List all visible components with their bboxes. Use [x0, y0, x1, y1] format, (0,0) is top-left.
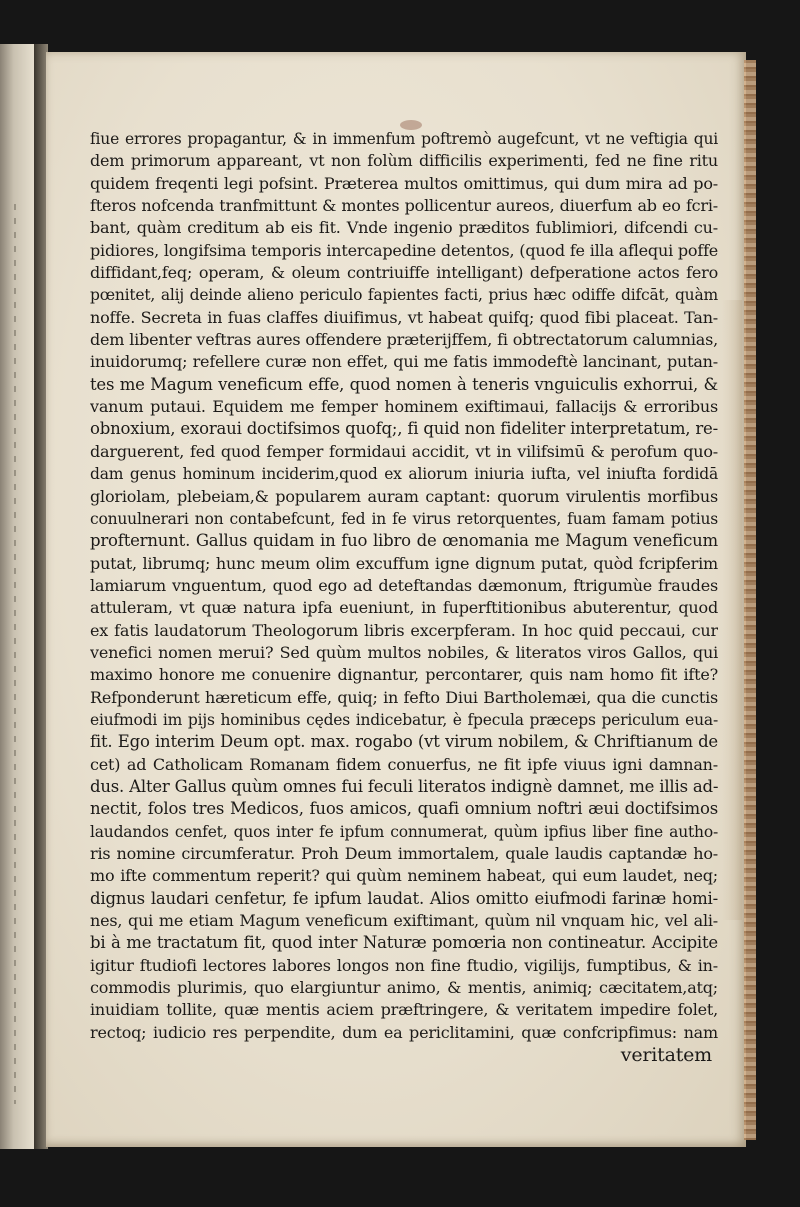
- facing-page-edge: [0, 44, 35, 1149]
- text-line: cet) ad Catholicam Romanam fidem conuerfus, ne fit ipfe viuus igni damnan-: [90, 754, 718, 774]
- text-line: tes me Magum veneficum effe, quod nomen à teneris vnguiculis exhorrui, &: [90, 374, 718, 394]
- text-line: inuidiam tollite, quæ mentis aciem præftringere, & veritatem impedire folet,: [90, 1000, 718, 1020]
- text-line: dus. Alter Gallus quùm omnes fui feculi literatos indignè damnet, me illis ad-: [90, 776, 718, 796]
- text-line: dam genus hominum inciderim,quod ex aliorum iniuria iufta, vel iniufta fordidā: [90, 465, 718, 484]
- text-line: nes, qui me etiam Magum veneficum exiftimant, quùm nil vnquam hic, vel ali-: [90, 911, 718, 931]
- text-line: bi à me tractatum fit, quod inter Naturæ pomœria non contineatur. Accipite: [90, 933, 718, 953]
- text-line: dem primorum appareant, vt non folùm difficilis experimenti, fed ne fine ritu: [90, 151, 718, 171]
- text-line: laudandos cenfet, quos inter fe ipfum connumerat, quùm ipfius liber fine autho-: [90, 822, 718, 841]
- catchword: veritatem: [620, 1044, 712, 1067]
- text-line: vanum putaui. Equidem me femper hominem exiftimaui, fallacijs & erroribus: [90, 397, 718, 417]
- body-text: [90, 128, 718, 1066]
- text-line: darguerent, fed quod femper formidaui accidit, vt in vilifsimū & perofum quo-: [90, 441, 718, 461]
- text-line: dem libenter veftras aures offendere prætеrijffem, fi obtrectatorum calumnias,: [90, 330, 718, 350]
- text-line: bant, quàm creditum ab eis fit. Vnde ingenio præditos fublimiori, difcendi cu-: [90, 218, 718, 238]
- text-line: pœnitet, alij deinde alieno periculo fapientes facti, prius hæc odiffe difcāt, quàm: [90, 286, 718, 305]
- text-line: maximo honore me conuenire dignantur, percontarer, quis nam homo fit ifte?: [90, 665, 718, 685]
- text-line: commodis plurimis, quo elargiuntur animo, & mentis, animiq; cæcitatem,atq;: [90, 978, 718, 998]
- text-line: quidem freqenti legi pofsint. Præterea multos omittimus, qui dum mira ad po-: [90, 173, 718, 193]
- text-line: ex fatis laudatorum Theologorum libris excerpferam. In hoc quid peccaui, cur: [90, 620, 718, 640]
- page-fore-edge: [744, 60, 756, 1140]
- text-line: Refponderunt hæreticum effe, quiq; in fefto Diui Bartholemæi, qua die cunctis: [90, 687, 718, 707]
- text-line: pidiores, longifsima temporis intercapedine detentos, (quod fe illa aflequi poffe: [90, 240, 718, 260]
- text-line: gloriolam, plebeiam,& popularem auram captant: quorum virulentis morfibus: [90, 486, 718, 506]
- text-line: lamiarum vnguentum, quod ego ad deteftandas dæmonum, ftrigumùe fraudes: [90, 575, 718, 595]
- text-line: conuulnerari non contabefcunt, fed in fe virus retorquentes, fuam famam potius: [90, 509, 718, 528]
- text-line: igitur ftudiofi lectores labores longos non fine ftudio, vigilijs, fumptibus, & in-: [90, 955, 718, 975]
- text-line: putat, librumq; hunc meum olim excuffum igne dignum putat, quòd fcripferim: [90, 553, 718, 573]
- text-line: profternunt. Gallus quidam in fuo libro de œnomania me Magum veneficum: [90, 531, 718, 551]
- text-line: noffe. Secreta in fuas claffes diuifimus, vt habeat quifq; quod fibi placeat. Tan-: [90, 307, 718, 327]
- text-line: venefici nomen merui? Sed quùm multos nobiles, & literatos viros Gallos, qui: [90, 642, 718, 662]
- text-line: ris nomine circumferatur. Proh Deum immortalem, quale laudis captandæ ho-: [90, 844, 718, 863]
- text-line: inuidorumq; refellere curæ non effet, qui me fatis immodeftè lancinant, putan-: [90, 352, 718, 372]
- text-line: fiue errores propagantur, & in immenfum poftremò augefcunt, vt ne veftigia qui: [90, 130, 718, 148]
- text-line: nectit, folos tres Medicos, fuos amicos, quafi omnium noftri æui doctifsimos: [90, 799, 718, 819]
- text-line: fit. Ego interim Deum opt. max. rogabo (vt virum nobilem, & Chriftianum de: [90, 732, 718, 752]
- text-line: mo ifte commentum reperit? qui quùm neminem habeat, qui eum laudet, neq;: [90, 866, 718, 886]
- text-line: obnoxium, exoraui doctifsimos quofq;, fi quid non fideliter interpretatum, re-: [90, 419, 718, 439]
- text-line: rectoq; iudicio res perpendite, dum ea periclitamini, quæ confcripfimus: nam: [90, 1022, 718, 1042]
- text-line: fteros nofcenda tranfmittunt & montes pollicentur aureos, diuerfum ab eo fcri-: [90, 196, 718, 216]
- text-line: eiufmodi im pijs hominibus cędes indicebatur, è fpecula præceps periculum eua-: [90, 710, 718, 729]
- text-line: dignus laudari cenfetur, fe ipfum laudat. Alios omitto eiufmodi farinæ homi-: [90, 888, 718, 908]
- text-line: attuleram, vt quæ natura ipfa eueniunt, in fuperftitionibus abuterentur, quod: [90, 598, 718, 618]
- page-stain: [722, 300, 742, 920]
- text-line: diffidant,feq; operam, & oleum contriuiffe intelligant) defperatione actos fero: [90, 263, 718, 283]
